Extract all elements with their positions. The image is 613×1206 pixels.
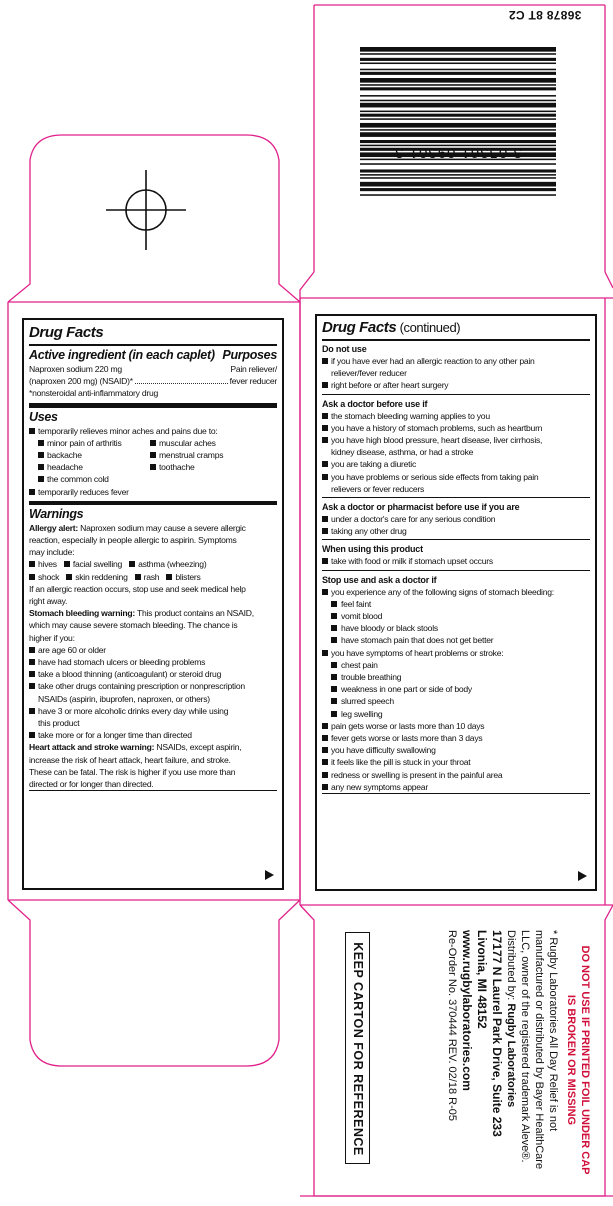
allergy-text: reaction, especially in people allergic to aspirin. Symptoms [29, 535, 237, 546]
uses-item: backache [38, 449, 150, 461]
symptom-item: rash [135, 571, 160, 583]
uses-item: muscular aches [150, 437, 277, 449]
barcode-bar [360, 188, 556, 191]
warnings-header: Warnings [29, 506, 84, 521]
barcode-bar [360, 103, 556, 108]
reorder-line: Re-Order No. 370444 REV. 02/18 R-05 [446, 930, 458, 1121]
barcode-bar [360, 78, 556, 83]
stop-use-item: pain gets worse or lasts more than 10 days [322, 720, 590, 732]
uses-list [38, 437, 277, 486]
address-line: Livonia, MI 48152 [475, 930, 489, 1029]
barcode-bar [360, 182, 556, 187]
stop-use-item: fever gets worse or lasts more than 3 days [322, 732, 590, 744]
when-using-list [322, 555, 590, 567]
ask-doctor-item: you are taking a diuretic [322, 458, 590, 470]
drug-facts-panel [22, 318, 284, 890]
stomach-text: which may cause severe stomach bleeding. The chance is [29, 620, 238, 631]
address-line: 17177 N Laurel Park Drive, Suite 233 [490, 930, 504, 1137]
allergy-text: If an allergic reaction occurs, stop use and seek medical help [29, 583, 246, 594]
do-not-use-item: if you have ever had an allergic reaction to any other pain reliever/fever reducer [322, 355, 590, 379]
foil-warning: DO NOT USE IF PRINTED FOIL UNDER CAP [579, 945, 591, 1175]
barcode-bar [360, 72, 556, 75]
uses-item: menstrual cramps [150, 449, 277, 461]
barcode-bar [360, 129, 556, 131]
stomach-item: take other drugs containing prescription or nonprescription NSAIDs (aspirin, ibuprofen, naproxen, or others) [29, 680, 277, 704]
barcode-bar [360, 84, 556, 86]
purpose-line: Pain reliever/ [230, 364, 277, 374]
heart-text: These can be fatal. The risk is higher if you use more than [29, 766, 236, 777]
ask-pharmacist-item: taking any other drug [322, 525, 590, 537]
barcode-bar [360, 95, 556, 97]
trademark-note: * Rugby Laboratories All Day Relief is not [547, 930, 559, 1132]
continue-arrow-icon [578, 871, 587, 881]
barcode-number: 3 05361 09301 3 [394, 144, 522, 161]
allergy-alert: Allergy alert: Naproxen sodium may cause a severe allergic [29, 522, 246, 533]
ask-doctor-item: you have high blood pressure, heart disease, liver cirrhosis, kidney disease, asthma, or had a stroke [322, 434, 590, 458]
do-not-use-list [322, 355, 590, 392]
symptom-item: shock [29, 571, 59, 583]
barcode-bar [360, 140, 556, 143]
barcode-bar [360, 58, 556, 61]
heart-sign-item: leg swelling [331, 708, 590, 720]
when-using-header: When using this product [322, 544, 423, 555]
stomach-item: are age 60 or older [29, 644, 277, 656]
heart-text: directed or for longer than directed. [29, 779, 154, 790]
ingredient-line: Naproxen sodium 220 mg [29, 364, 122, 374]
uses-item: minor pain of arthritis [38, 437, 150, 449]
stomach-item: have had stomach ulcers or bleeding problems [29, 656, 277, 668]
stop-use-intro: you experience any of the following signs of stomach bleeding: [322, 586, 590, 598]
registration-mark-icon [106, 170, 186, 250]
allergy-text: right away. [29, 596, 68, 607]
drug-facts-continued-panel [315, 314, 597, 891]
continue-arrow-icon [265, 870, 274, 880]
ask-pharmacist-header: Ask a doctor or pharmacist before use if you are [322, 502, 520, 513]
stop-use-item: any new symptoms appear [322, 781, 590, 793]
product-code: 36878 8T C2 [508, 8, 582, 22]
heart-sign-item: trouble breathing [331, 671, 590, 683]
stomach-item: have 3 or more alcoholic drinks every day while using this product [29, 705, 277, 729]
keep-carton-text: KEEP CARTON FOR REFERENCE [351, 942, 365, 1156]
barcode-bar [360, 118, 556, 120]
do-not-use-header: Do not use [322, 344, 367, 354]
drug-facts-continued-title: Drug Facts (continued) [322, 319, 461, 336]
uses-header: Uses [29, 409, 58, 424]
stop-use-list [322, 720, 590, 793]
symptom-item: skin reddening [66, 571, 127, 583]
barcode-bar [360, 63, 556, 65]
stomach-sign-item: feel faint [331, 598, 590, 610]
barcode-bar [360, 132, 556, 137]
barcode-bar [360, 177, 556, 179]
bottom-flap-text [445, 930, 592, 1190]
barcode-bar [360, 87, 556, 90]
uses-item: headache [38, 461, 150, 473]
heart-warning: Heart attack and stroke warning: NSAIDs, except aspirin, [29, 742, 242, 753]
symptom-item: asthma (wheezing) [129, 558, 206, 570]
symptom-item: facial swelling [64, 558, 122, 570]
barcode-bar [360, 111, 556, 113]
stomach-item: take a blood thinning (anticoagulant) or steroid drug [29, 668, 277, 680]
barcode-bar [360, 47, 556, 52]
barcode-bar [360, 100, 556, 102]
stomach-item: take more or for a longer time than directed [29, 729, 277, 741]
barcode-bar [360, 169, 556, 172]
footnote: *nonsteroidal anti-inflammatory drug [29, 388, 159, 399]
allergy-text: may include: [29, 547, 75, 558]
when-using-item: take with food or milk if stomach upset occurs [322, 555, 590, 567]
distributor-line: Distributed by: Rugby Laboratories [505, 930, 517, 1108]
ask-doctor-item: you have a history of stomach problems, such as heartburn [322, 422, 590, 434]
barcode-bar [360, 69, 556, 71]
stomach-sign-item: have stomach pain that does not get better [331, 634, 590, 646]
foil-warning: IS BROKEN OR MISSING [565, 994, 577, 1126]
ask-doctor-item: you have problems or serious side effects from taking pain relievers or fever reducers [322, 471, 590, 495]
symptom-list [29, 571, 277, 583]
uses-intro: temporarily relieves minor aches and pains due to: [29, 425, 277, 437]
stomach-text: higher if you: [29, 632, 75, 643]
purposes-header: Purposes [222, 348, 277, 362]
stomach-signs-list [322, 598, 590, 647]
trademark-note: LLC, owner of the registered trademark Aleve®. [519, 930, 531, 1163]
barcode-bar [360, 123, 556, 128]
barcode-bar [360, 53, 556, 55]
ask-pharmacist-item: under a doctor's care for any serious condition [322, 513, 590, 525]
heart-intro: you have symptoms of heart problems or stroke: [322, 647, 590, 659]
stop-use-item: it feels like the pill is stuck in your throat [322, 756, 590, 768]
heart-text: increase the risk of heart attack, heart failure, and stroke. [29, 754, 231, 765]
ask-doctor-item: the stomach bleeding warning applies to you [322, 410, 590, 422]
drug-facts-title: Drug Facts [29, 324, 104, 341]
ingredient-line: (naproxen 200 mg) (NSAID)* [29, 376, 133, 387]
heart-signs-list [322, 659, 590, 720]
purpose-line: fever reducer [229, 376, 277, 387]
stomach-sign-item: vomit blood [331, 610, 590, 622]
heart-sign-item: weakness in one part or side of body [331, 683, 590, 695]
stomach-warning: Stomach bleeding warning: This product contains an NSAID, [29, 608, 254, 619]
heart-sign-item: slurred speech [331, 695, 590, 707]
symptom-item: blisters [166, 571, 200, 583]
barcode-bar [360, 114, 556, 117]
ask-pharmacist-list [322, 513, 590, 537]
barcode-bar [360, 174, 556, 176]
symptom-item: hives [29, 558, 57, 570]
stop-use-header: Stop use and ask a doctor if [322, 574, 437, 585]
uses-last: temporarily reduces fever [29, 486, 277, 498]
ask-doctor-list [322, 410, 590, 495]
stop-use-item: redness or swelling is present in the painful area [322, 769, 590, 781]
stop-use-item: you have difficulty swallowing [322, 744, 590, 756]
stomach-list [29, 644, 277, 742]
website: www.rugbylaboratories.com [460, 930, 474, 1091]
stomach-sign-item: have bloody or black stools [331, 622, 590, 634]
active-ingredient-header: Active ingredient (in each caplet) [29, 348, 215, 362]
do-not-use-item: right before or after heart surgery [322, 379, 590, 391]
barcode-bar [360, 194, 556, 196]
uses-item: the common cold [38, 473, 277, 485]
uses-item: toothache [150, 461, 277, 473]
barcode-bar [360, 163, 556, 165]
ask-doctor-header: Ask a doctor before use if [322, 398, 428, 409]
heart-sign-item: chest pain [331, 659, 590, 671]
symptom-list [29, 558, 277, 570]
trademark-note: manufactured or distributed by Bayer HealthCare [533, 930, 545, 1170]
